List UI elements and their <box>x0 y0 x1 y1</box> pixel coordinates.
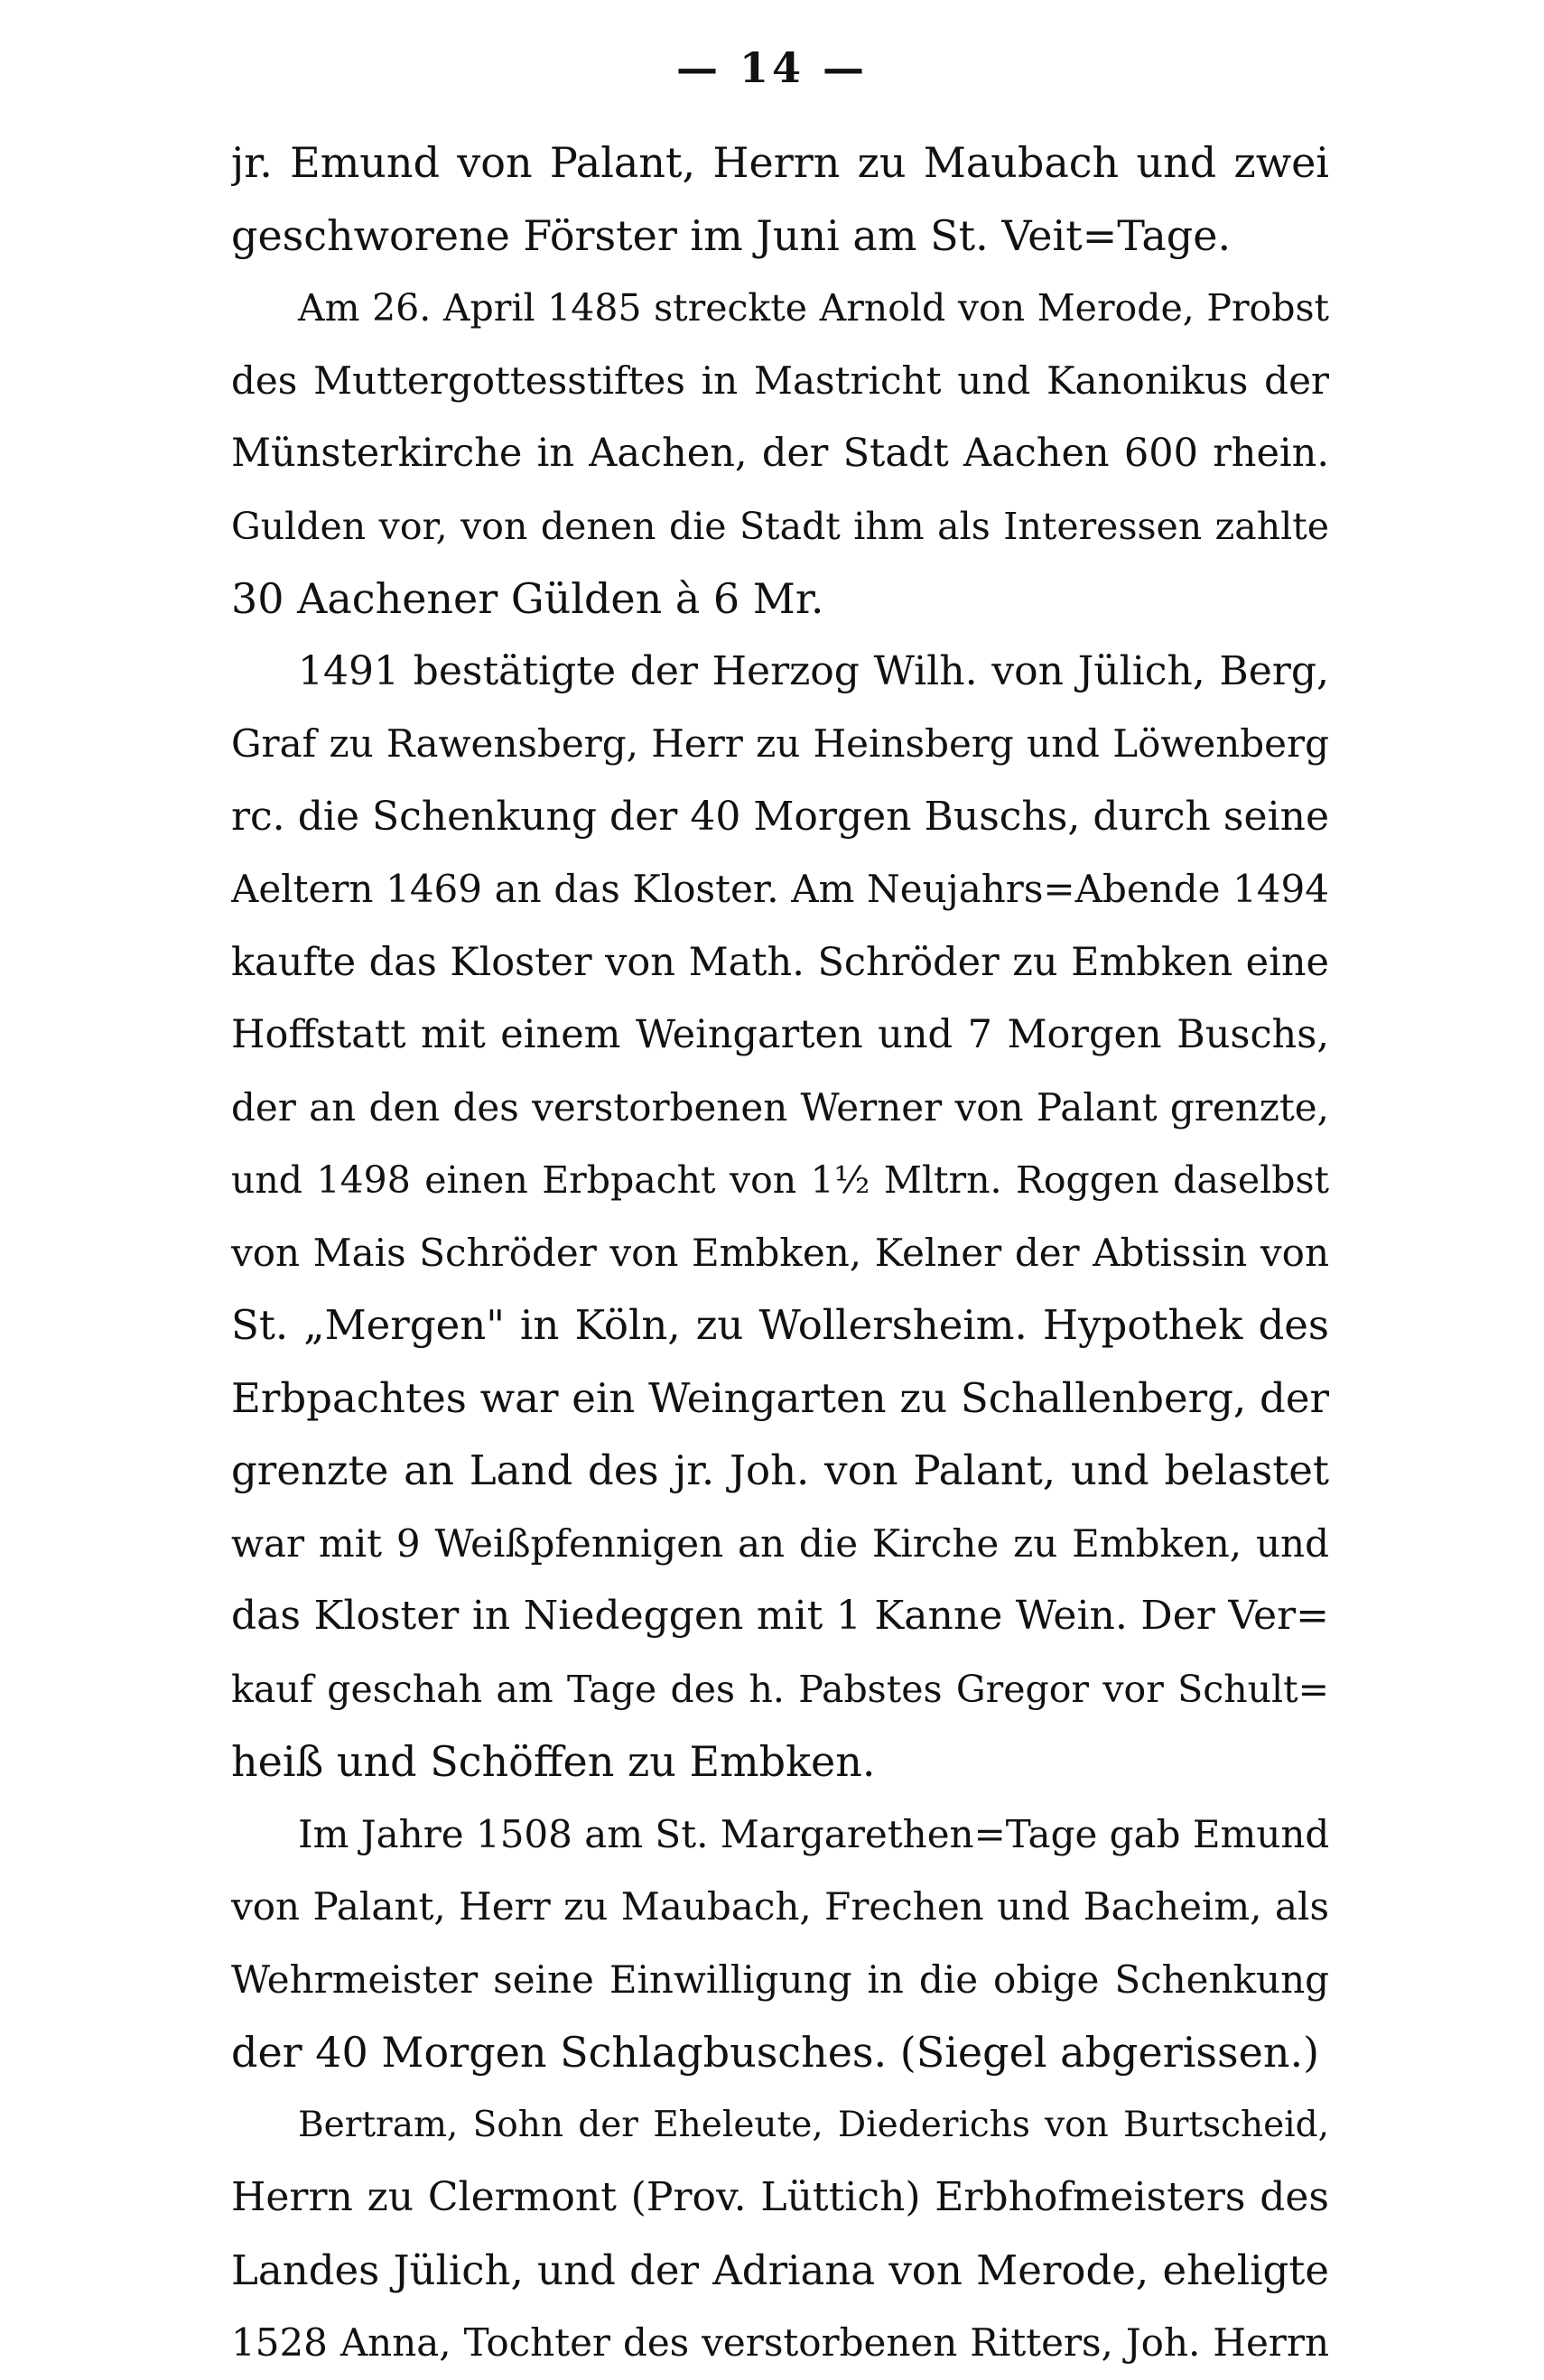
text-line: jr. Emund von Palant, Herrn zu Maubach und zwei <box>231 138 1329 187</box>
text-line: der 40 Morgen Schlagbusches. (Siegel abgerissen.) <box>231 2028 1320 2077</box>
text-line: Herrn zu Clermont (Prov. Lüttich) Erbhofmeisters des <box>231 2174 1329 2220</box>
text-line: Am 26. April 1485 streckte Arnold von Merode, Probst <box>298 286 1329 330</box>
text-line: von Mais Schröder von Embken, Kelner der Abtissin von <box>231 1230 1329 1275</box>
text-line: heiß und Schöffen zu Embken. <box>231 1737 876 1786</box>
text-line: von Palant, Herr zu Maubach, Frechen und Bacheim, als <box>231 1884 1329 1929</box>
text-line: Graf zu Rawensberg, Herr zu Heinsberg und Löwenberg <box>231 721 1329 766</box>
text-line: Aeltern 1469 an das Kloster. Am Neujahrs=Abende 1494 <box>231 867 1329 911</box>
text-line: Erbpachtes war ein Weingarten zu Schallenberg, der <box>231 1373 1329 1422</box>
text-line: Im Jahre 1508 am St. Margarethen=Tage gab Emund <box>298 1811 1329 1856</box>
text-line: kaufte das Kloster von Math. Schröder zu Embken eine <box>231 939 1329 985</box>
text-line: geschworene Förster im Juni am St. Veit=Tage. <box>231 210 1232 260</box>
text-line: der an den des verstorbenen Werner von Palant grenzte, <box>231 1084 1329 1130</box>
text-line: Münsterkirche in Aachen, der Stadt Aachen 600 rhein. <box>231 431 1329 476</box>
text-line: und 1498 einen Erbpacht von 1½ Mltrn. Roggen daselbst <box>231 1158 1329 1202</box>
text-line: kauf geschah am Tage des h. Pabstes Gregor vor Schult= <box>231 1667 1329 1711</box>
text-line: rc. die Schenkung der 40 Morgen Buschs, durch seine <box>231 793 1329 840</box>
text-line: 1491 bestätigte der Herzog Wilh. von Jülich, Berg, <box>298 647 1329 694</box>
body-text <box>231 126 1329 2380</box>
text-line: Wehrmeister seine Einwilligung in die obige Schenkung <box>231 1957 1329 2002</box>
text-line: St. „Mergen" in Köln, zu Wollersheim. Hypothek des <box>231 1301 1329 1349</box>
text-line: Hoffstatt mit einem Weingarten und 7 Morgen Buschs, <box>231 1012 1329 1057</box>
page-number: — 14 — <box>675 43 869 92</box>
text-line: des Muttergottesstiftes in Mastricht und Kanonikus der <box>231 358 1329 403</box>
text-line: Bertram, Sohn der Eheleute, Diederichs von Burtscheid, <box>298 2104 1329 2145</box>
text-line: das Kloster in Niedeggen mit 1 Kanne Wein. Der Ver= <box>231 1593 1329 1639</box>
text-line: Landes Jülich, und der Adriana von Merode, eheligte <box>231 2245 1329 2294</box>
text-line: war mit 9 Weißpfennigen an die Kirche zu Embken, und <box>231 1520 1329 1566</box>
text-line: 1528 Anna, Tochter des verstorbenen Ritters, Joh. Herrn <box>231 2320 1329 2365</box>
text-line: Gulden vor, von denen die Stadt ihm als Interessen zahlte <box>231 504 1329 548</box>
text-line: 30 Aachener Gülden à 6 Mr. <box>231 574 824 623</box>
text-line: grenzte an Land des jr. Joh. von Palant, und belastet <box>231 1446 1329 1494</box>
